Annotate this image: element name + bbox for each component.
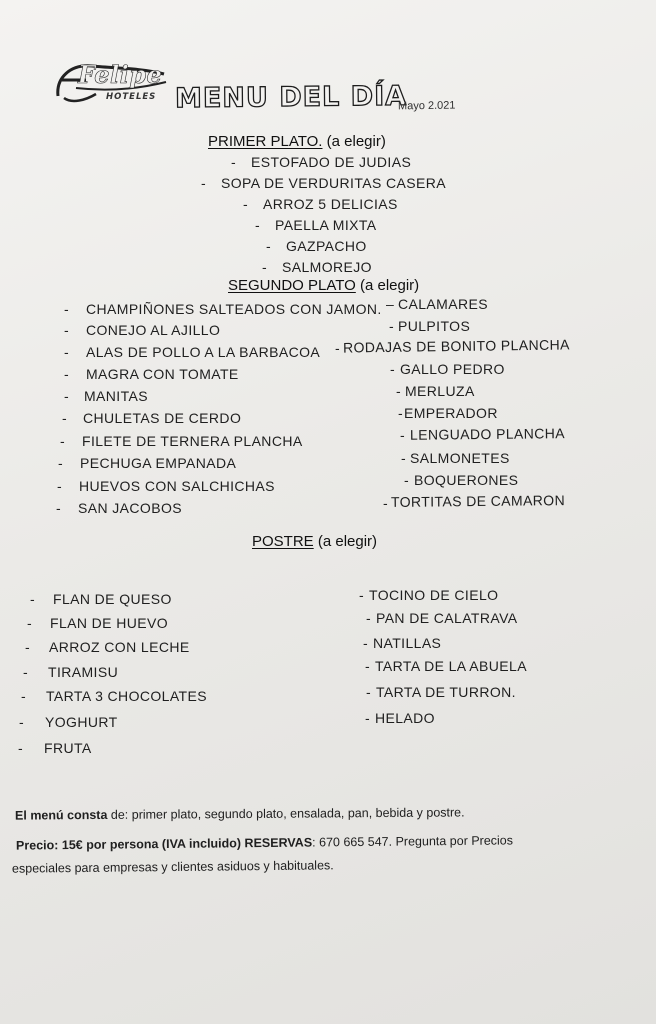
dash: - — [58, 455, 63, 471]
postre-item-right: TOCINO DE CIELO — [369, 587, 499, 603]
primer-plato-heading — [208, 133, 386, 150]
dash: - — [64, 322, 69, 338]
segundo-item-right: MERLUZA — [405, 383, 475, 399]
dash: - — [19, 714, 24, 730]
dash: - — [64, 388, 69, 404]
phone-number: : 670 665 547. — [312, 834, 393, 850]
dash: - — [64, 301, 69, 317]
segundo-item-left: MANITAS — [84, 388, 148, 404]
logo-script-text: Felipe — [78, 60, 163, 89]
menu-date: Mayo 2.021 — [397, 99, 456, 113]
postre-item-left: FLAN DE HUEVO — [50, 615, 168, 631]
dash: - — [365, 658, 370, 674]
segundo-item-right: SALMONETES — [410, 450, 510, 466]
dash: - — [262, 259, 267, 275]
hotel-logo — [52, 58, 172, 112]
primer-item: SALMOREJO — [282, 259, 372, 275]
dash: - — [64, 366, 69, 382]
dash: - — [383, 495, 388, 511]
dash: - — [56, 500, 61, 516]
price-line-2: especiales para empresas y clientes asiduos y habituales. — [11, 858, 334, 876]
page-title: MENU DEL DÍA — [174, 80, 408, 115]
price-extra: Pregunta por Precios — [391, 833, 514, 849]
segundo-item-right: EMPERADOR — [404, 405, 498, 421]
primer-item: ARROZ 5 DELICIAS — [263, 196, 398, 212]
dash: - — [64, 344, 69, 360]
consta-text: de: primer plato, segundo plato, ensalada, pan, bebida y postre. — [107, 805, 465, 822]
price-line — [16, 833, 513, 852]
dash: - — [359, 587, 364, 603]
dash: - — [400, 427, 405, 443]
postre-heading — [252, 533, 377, 550]
dash: - — [366, 684, 371, 700]
primer-plato-title: PRIMER PLATO. — [208, 133, 323, 150]
postre-item-left: ARROZ CON LECHE — [49, 639, 190, 655]
dash: - — [390, 361, 395, 377]
segundo-plato-heading — [228, 277, 419, 294]
postre-item-right: NATILLAS — [373, 635, 442, 651]
segundo-item-right: TORTITAS DE CAMARON — [390, 492, 566, 510]
postre-item-right: HELADO — [375, 710, 435, 726]
segundo-item-left: HUEVOS CON SALCHICHAS — [79, 478, 275, 494]
dash: - — [366, 610, 371, 626]
segundo-item-left: MAGRA CON TOMATE — [86, 366, 239, 382]
segundo-item-right: BOQUERONES — [414, 472, 519, 488]
dash: - — [23, 664, 28, 680]
segundo-item-left: CHAMPIÑONES SALTEADOS CON JAMON. — [86, 301, 382, 317]
dash: – — [386, 296, 394, 312]
dash: - — [62, 410, 67, 426]
postre-item-left: YOGHURT — [45, 714, 118, 730]
dash: - — [398, 405, 403, 421]
primer-item: GAZPACHO — [286, 238, 367, 254]
consta-label: El menú consta — [14, 807, 108, 823]
segundo-item-right: PULPITOS — [398, 318, 471, 334]
dash: - — [21, 688, 26, 704]
dash: - — [201, 175, 206, 191]
postre-item-left: TARTA 3 CHOCOLATES — [46, 688, 207, 704]
dash: - — [365, 710, 370, 726]
postre-title: POSTRE — [252, 533, 314, 550]
dash: - — [27, 615, 32, 631]
dash: - — [363, 635, 368, 651]
dash: - — [18, 740, 23, 756]
dash: - — [404, 472, 409, 488]
segundo-item-right: GALLO PEDRO — [400, 361, 505, 377]
postre-item-left: TIRAMISU — [48, 664, 119, 680]
dash: - — [389, 318, 394, 334]
dash: - — [401, 450, 406, 466]
postre-item-left: FLAN DE QUESO — [53, 591, 172, 607]
segundo-item-left: CONEJO AL AJILLO — [86, 322, 221, 338]
dash: - — [30, 591, 35, 607]
segundo-item-left: FILETE DE TERNERA PLANCHA — [82, 433, 303, 449]
dash: - — [335, 340, 340, 356]
segundo-plato-note: (a elegir) — [359, 277, 420, 294]
segundo-plato-title: SEGUNDO PLATO — [228, 277, 356, 294]
dash: - — [25, 639, 30, 655]
primer-item: SOPA DE VERDURITAS CASERA — [221, 175, 446, 191]
primer-item: PAELLA MIXTA — [275, 217, 377, 233]
dash: - — [396, 383, 401, 399]
menu-includes-line — [15, 805, 465, 822]
segundo-item-left: ALAS DE POLLO A LA BARBACOA — [86, 344, 321, 360]
primer-plato-note: (a elegir) — [326, 133, 386, 150]
segundo-item-right: CALAMARES — [398, 296, 488, 312]
segundo-item-left: SAN JACOBOS — [78, 500, 182, 516]
postre-item-right: TARTA DE TURRON. — [376, 684, 516, 700]
segundo-item-left: CHULETAS DE CERDO — [83, 410, 242, 426]
price-label: Precio: 15€ por persona (IVA incluido) RESERVAS — [15, 835, 313, 853]
segundo-item-right: LENGUADO PLANCHA — [409, 425, 566, 443]
dash: - — [231, 154, 236, 170]
postre-item-left: FRUTA — [44, 740, 92, 756]
postre-item-right: TARTA DE LA ABUELA — [375, 658, 527, 674]
primer-item: ESTOFADO DE JUDIAS — [251, 154, 412, 170]
dash: - — [266, 238, 271, 254]
logo-subtitle: HOTELES — [106, 92, 157, 102]
postre-note: (a elegir) — [317, 533, 378, 550]
segundo-item-left: PECHUGA EMPANADA — [80, 455, 237, 471]
dash: - — [255, 217, 260, 233]
postre-item-right: PAN DE CALATRAVA — [376, 610, 518, 626]
segundo-item-right: RODAJAS DE BONITO PLANCHA — [342, 336, 570, 356]
dash: - — [243, 196, 248, 212]
dash: - — [57, 478, 62, 494]
dash: - — [60, 433, 65, 449]
